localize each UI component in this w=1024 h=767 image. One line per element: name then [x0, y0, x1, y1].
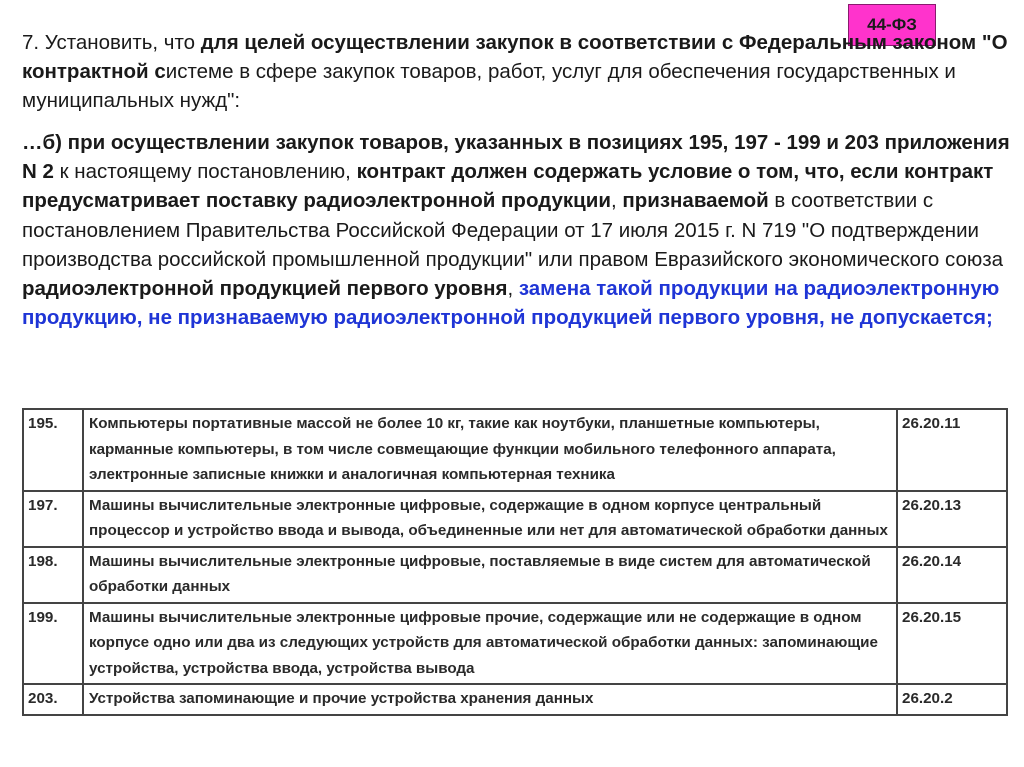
sub-text-4: , [610, 189, 623, 213]
row-number: 203. [23, 684, 83, 715]
sub-text-2: к настоящему постановлению, [53, 160, 357, 184]
row-code: 26.20.2 [897, 684, 1007, 715]
law-badge: 44-ФЗ [848, 4, 936, 46]
row-number: 198. [23, 547, 83, 603]
table-row [23, 491, 1007, 547]
row-description: Устройства запоминающие и прочие устройства хранения данных [83, 684, 897, 715]
sub-text-5: признаваемой [622, 189, 769, 213]
sub-text-9-highlight: замена такой продукции на радиоэлектронную продукцию, не признаваемую радиоэлектронной продукцией первого уровня, не допускается; [22, 277, 1000, 330]
intro-text-3: истеме в сфере закупок товаров, работ, услуг для обеспечения государственных и муниципальных нужд": [22, 60, 956, 112]
intro-paragraph [22, 28, 1012, 115]
row-code: 26.20.13 [897, 491, 1007, 547]
row-description: Машины вычислительные электронные цифровые, содержащие в одном корпусе центральный процессор и устройство ввода и вывода, объединенные или нет для автоматической обработки данных [83, 491, 897, 547]
sub-text-7: радиоэлектронной продукцией первого уровня [22, 277, 508, 301]
sub-text-3: контракт должен содержать условие о том, что, если контракт предусматривает поставку радиоэлектронной продукции [22, 160, 994, 213]
table-row [23, 684, 1007, 715]
row-code: 26.20.11 [897, 409, 1007, 491]
row-description: Машины вычислительные электронные цифровые, поставляемые в виде систем для автоматической обработки данных [83, 547, 897, 603]
table-row [23, 547, 1007, 603]
row-number: 195. [23, 409, 83, 491]
subclause-paragraph [22, 128, 1012, 332]
row-number: 197. [23, 491, 83, 547]
sub-text-1: …б) при осуществлении закупок товаров, указанных в позициях 195, 197 - 199 и 203 приложения N 2 [22, 131, 1010, 184]
table-row [23, 409, 1007, 491]
row-code: 26.20.15 [897, 603, 1007, 685]
sub-text-8: , [507, 277, 519, 301]
row-number: 199. [23, 603, 83, 685]
products-table [22, 408, 1008, 716]
intro-text-2: для целей осуществлении закупок в соответствии с Федеральным законом "О контрактной с [22, 31, 1008, 83]
table-row [23, 603, 1007, 685]
sub-text-6: в соответствии с постановлением Правительства Российской Федерации от 17 июля 2015 г. N 719 "О подтверждении производства российской промышленной продукции" или правом Евразийского экономического союза [22, 189, 1004, 271]
row-code: 26.20.14 [897, 547, 1007, 603]
row-description: Компьютеры портативные массой не более 10 кг, такие как ноутбуки, планшетные компьютеры, карманные компьютеры, в том числе совмещающие функции мобильного телефонного аппарата, электронные записные книжки и аналогичная компьютерная техника [83, 409, 897, 491]
intro-text-1: 7. Установить, что [22, 31, 201, 54]
row-description: Машины вычислительные электронные цифровые прочие, содержащие или не содержащие в одном корпусе одно или два из следующих устройств для автоматической обработки данных: запоминающие устройства, устройства ввода, устройства вывода [83, 603, 897, 685]
